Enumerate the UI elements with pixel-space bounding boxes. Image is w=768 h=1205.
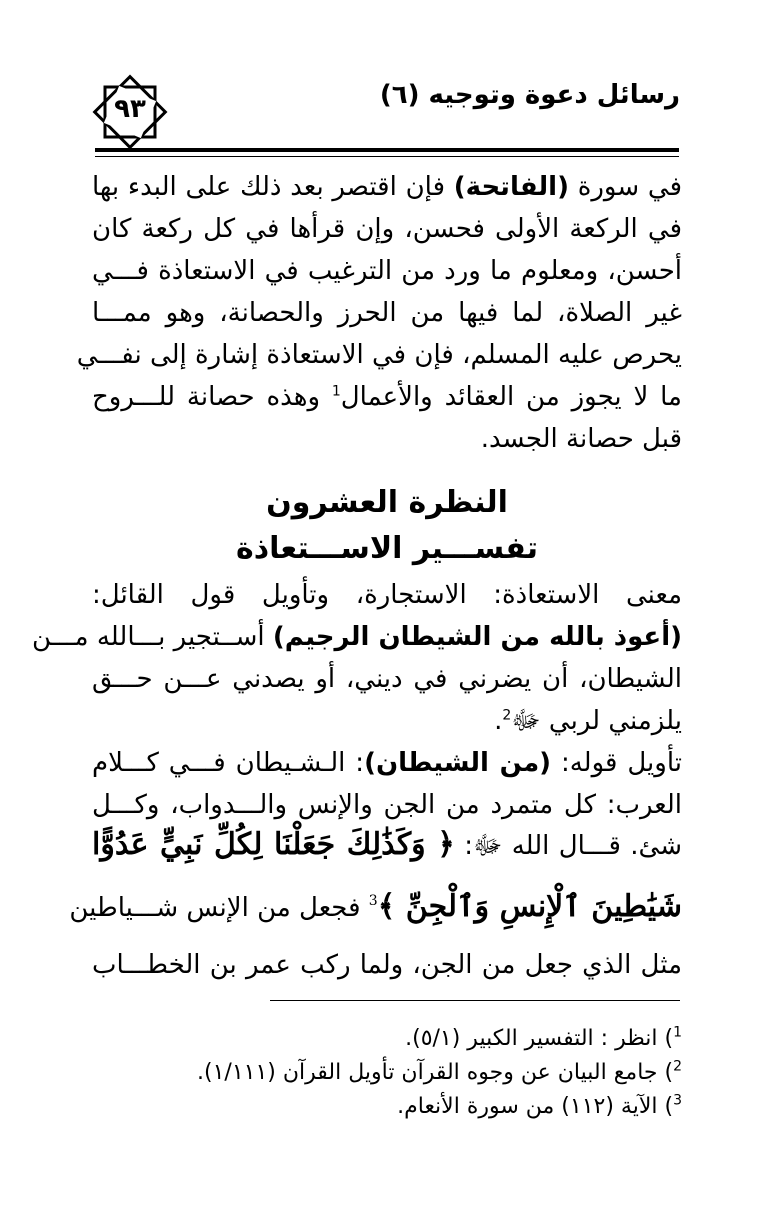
section-headings [92,480,682,572]
text-line: قبل حصانة الجسد. [480,424,682,454]
quran-verse: ﴿ وَكَذَٰلِكَ جَعَلْنَا لِكُلِّ نَبِيٍّ عَدُوًّا [92,827,455,862]
header-rule-thin [95,156,679,157]
body-text-end [92,944,682,986]
text-line: تأويل قوله: (من الشيطان): الـشـيطان فـــي كـــلام [92,748,683,778]
quran-verse: شَيَٰطِينَ ٱلْإِنسِ وَٱلْجِنِّ ﴾ [377,889,682,924]
footnote-separator [270,1000,680,1001]
page-number: ٩٣ [114,94,146,124]
section-heading: النظرة العشرون [266,485,508,520]
footnote: $^1$) انظر : التفسير الكبير (٥/١). [405,1024,682,1051]
header-rule-thick [95,148,679,152]
footnote-ref: 3 [368,893,378,909]
body-text [32,574,683,826]
text-line: شَيَٰطِينَ ٱلْإِنسِ وَٱلْجِنِّ ﴾$^3$ فجعل من الإنس شـــياطين [69,889,682,924]
surah-name: (الفاتحة) [453,172,569,202]
text-line: يحرص عليه المسلم، فإن في الاستعاذة إشارة إلى نفـــي [76,340,682,370]
intro-paragraph [76,166,682,460]
text-line: مثل الذي جعل من الجن، ولما ركب عمر بن الخطـــاب [92,950,682,980]
footnotes [150,1022,682,1124]
text-line: معنى الاستعاذة: الاستجارة، وتأويل قول القائل: [92,580,682,610]
running-title: رسائل دعوة وتوجيه (٦) [379,80,680,110]
text-line: شئ. قـــال الله ﷻ: ﴿ وَكَذَٰلِكَ جَعَلْنَا لِكُلِّ نَبِيٍّ عَدُوًّا [92,827,682,862]
footnote-ref: 2 [502,707,512,724]
footnote: $^2$) جامع البيان عن وجوه القرآن تأويل القرآن (١/١١١). [197,1058,682,1085]
text-line: في الركعة الأولى فحسن، وإن قرأها في كل ركعة كان [92,214,682,244]
section-subheading: تفســـير الاســـتعاذة [236,531,538,566]
text-line: (أعوذ بالله من الشيطان الرجيم) أســتجير بـــالله مـــن [32,622,682,652]
footnote-ref: 1 [331,383,341,400]
bold-phrase: (أعوذ بالله من الشيطان الرجيم) [272,622,682,652]
text-line: ما لا يجوز من العقائد والأعمال$^1$ وهذه حصانة للـــروح [92,382,682,412]
page-header [88,70,680,160]
bold-phrase: (من الشيطان) [364,748,552,778]
quran-verse-block [69,814,682,938]
text-line: يلزمني لربي ﷻ$^2$. [494,706,682,736]
text-line: أحسن، ومعلوم ما ورد من الترغيب في الاستعاذة فـــي [92,256,682,286]
text-line: غير الصلاة، لما فيها من الحرز والحصانة، وهو ممـــا [92,298,682,328]
page-number-badge [88,70,172,154]
text-line: الشيطان، أن يضرني في ديني، أو يصدني عـــن حـــق [92,664,682,694]
footnote: $^3$) الآية (١١٢) من سورة الأنعام. [397,1092,682,1119]
text-line: في سورة (الفاتحة) فإن اقتصر بعد ذلك على البدء بها [92,172,682,202]
text-line: العرب: كل متمرد من الجن والإنس والـــدواب، وكـــل [92,790,682,820]
